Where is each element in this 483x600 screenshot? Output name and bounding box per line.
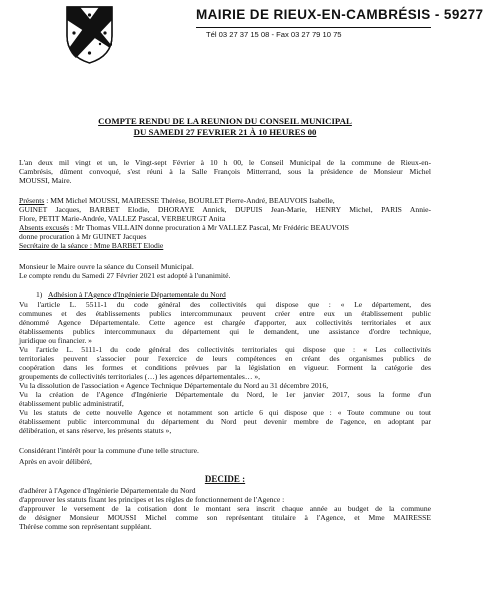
presents-line: [19, 196, 335, 205]
contact-line: Tél 03 27 37 15 08 - Fax 03 27 79 10 75: [206, 30, 342, 39]
opening-line: Le compte rendu du Samedi 27 Février 2021 est adopté à l'unanimité.: [19, 271, 231, 280]
intro-line: MOUSSI, Maire.: [19, 176, 72, 185]
opening-line: Monsieur le Maire ouvre la séance du Conseil Municipal.: [19, 262, 194, 271]
considering-line: Après en avoir délibéré,: [19, 457, 92, 466]
document-subtitle: DU SAMEDI 27 FEVRIER 21 À 10 HEURES 00: [133, 127, 317, 137]
absents-label: Absents excusés: [19, 223, 69, 232]
body-line: établissement public intercommunal du département du Nord peut devenir membre de l'agence, en adoptant par: [19, 417, 431, 426]
document-title: COMPTE RENDU DE LA REUNION DU CONSEIL MUNICIPAL: [98, 116, 352, 126]
decision-line: d'approuver les statuts fixant les principes et les règles de fonctionnement de l'Agence :: [19, 495, 285, 504]
body-line: Vu l'article L. 5511-1 du code général des collectivités qui dispose que : « Le département, des: [19, 300, 431, 309]
mairie-title: MAIRIE DE RIEUX-EN-CAMBRÉSIS - 59277: [196, 7, 483, 22]
section-number: 1): [36, 290, 43, 299]
body-line: établissement public administratif,: [19, 399, 124, 408]
intro-line: Cambrésis, dûment convoqué, s'est réuni à la Salle François Mitterrand, sous la présidence de Monsieur Michel: [19, 167, 431, 176]
absents-text: : Mr Thomas VILLAIN donne procuration à Mr VALLEZ Pascal, Mr Frédéric BEAUVOIS: [68, 223, 349, 232]
body-line: Vu la dissolution de l'association « Agence Technique Départementale du Nord au 31 décembre 2016,: [19, 381, 329, 390]
body-line: territoriales peuvent s'associer pour l'exercice de leurs compétences en créant des organismes publics de: [19, 354, 431, 363]
body-line: groupements de collectivités territoriales (…) les agences départementales… »,: [19, 372, 261, 381]
decision-line: Thérèse comme son représentant suppléant.: [19, 522, 152, 531]
presents-line: Flore, PETIT Marie-Andrée, VALLEZ Pascal, VERBEURGT Anita: [19, 214, 226, 223]
considering-line: Considérant l'intérêt pour la commune d'une telle structure.: [19, 446, 199, 455]
body-line: Vu l'article L. 5111-1 du code général des collectivités territoriales qui dispose que : « Les collectivités: [19, 345, 431, 354]
decision-line: de désigner Monsieur MOUSSI Michel comme son représentant titulaire à l'Agence, et Mme MAIRESSE: [19, 513, 431, 522]
section-title: Adhésion à l'Agence d'Ingénierie Départementale du Nord: [48, 290, 226, 299]
presents-text: : MM Michel MOUSSI, MAIRESSE Thérèse, BOURLET Pierre-André, BEAUVOIS Isabelle,: [44, 196, 335, 205]
body-line: communes et des établissements publics intercommunaux peuvent créer entre eux un établissement public: [19, 309, 431, 318]
decide-heading: DECIDE :: [204, 474, 246, 484]
section-heading: [36, 290, 226, 299]
presents-line: GUINET Jacques, BARBET Elodie, DHORAYE Annick, DUPUIS Jean-Marie, HENRY Michel, PARIS Annie-: [19, 205, 431, 214]
body-line: juridique ou financier. »: [19, 336, 92, 345]
body-line: établissements publics intercommunaux du département qui le demandent, une assistance d'ordre technique,: [19, 327, 431, 336]
intro-line: L'an deux mil vingt et un, le Vingt-sept Février à 10 h 00, le Conseil Municipal de la commune de Rieux-en-: [19, 158, 431, 167]
secretary-line: Secrétaire de la séance : Mme BARBET Elodie: [19, 241, 164, 250]
body-line: Vu les statuts de cette nouvelle Agence et notamment son article 6 qui dispose que : « Toute commune ou tout: [19, 408, 431, 417]
header-rule: [196, 27, 431, 28]
coat-of-arms-icon: [66, 6, 113, 64]
decision-line: d'approuver le versement de la cotisation dont le montant sera inscrit chaque année au budget de la commune: [19, 504, 431, 513]
decision-line: d'adhérer à l'Agence d'Ingénierie Départementale du Nord: [19, 486, 196, 495]
presents-label: Présents: [19, 196, 45, 205]
body-line: Vu la création de l'Agence d'Ingénierie Départementale du Nord, le 1er janvier 2017, sous la forme d'un: [19, 390, 431, 399]
body-line: délibération, et sans réserve, les présents statuts »,: [19, 426, 172, 435]
body-line: dénommé Agence Départementale. Cette agence est chargée d'apporter, aux collectivités territoriales et aux: [19, 318, 431, 327]
absents-line: donne procuration à Mr GUINET Jacques: [19, 232, 147, 241]
absents-line: [19, 223, 349, 232]
body-line: coopération dans les formes et conditions prévues par la législation en vigueur. Forment la catégorie des: [19, 363, 431, 372]
